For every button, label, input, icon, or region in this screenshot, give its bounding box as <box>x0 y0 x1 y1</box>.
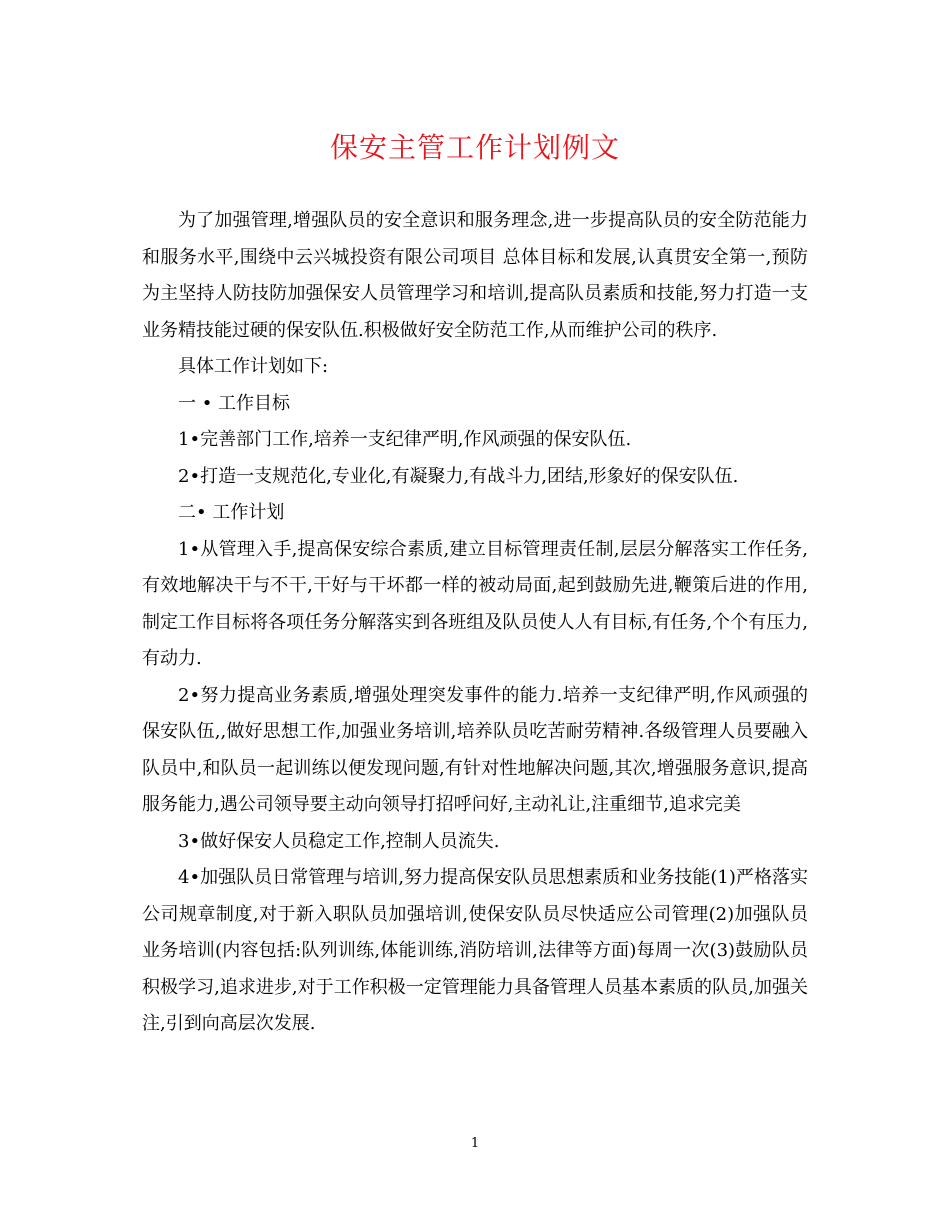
plan-item-1: 1•从管理入手,提高保安综合素质,建立目标管理责任制,层层分解落实工作任务,有效地解决干与不干,干好与干坏都一样的被动局面,起到鼓励先进,鞭策后进的作用,制定工作目标将各项任务分解落实到各班组及队员使人人有目标,有任务,个个有压力,有动力. <box>142 538 808 669</box>
paragraph-intro: 为了加强管理,增强队员的安全意识和服务理念,进一步提高队员的安全防范能力和服务水平,围绕中云兴城投资有限公司项目 总体目标和发展,认真贯安全第一,预防为主坚持人防技防加强保安人员管理学习和培训,提高队员素质和技能,努力打造一支业务精技能过硬的保安队伍.积极做好安全防范工作,从而维护公司的秩序. <box>142 210 808 341</box>
plan-item-3: 3•做好保安人员稳定工作,控制人员流失. <box>178 830 500 852</box>
plan-item-4: 4•加强队员日常管理与培训,努力提高保安队员思想素质和业务技能(1)严格落实公司规章制度,对于新入职队员加强培训,使保安队员尽快适应公司管理(2)加强队员业务培训(内容包括:队列训练,体能训练,消防培训,法律等方面)每周一次(3)鼓励队员积极学习,追求进步,对于工作积极一定管理能力具备管理人员基本素质的队员,加强关注,引到向高层次发展. <box>142 867 808 1034</box>
heading-work-plan: 二• 工作计划 <box>178 502 285 523</box>
paragraph-plan-lead: 具体工作计划如下: <box>178 356 329 377</box>
heading-work-goals: 一 • 工作目标 <box>178 392 291 414</box>
document-body <box>142 203 808 1043</box>
goal-item-2: 2•打造一支规范化,专业化,有凝聚力,有战斗力,团结,形象好的保安队伍. <box>178 465 739 487</box>
plan-item-2: 2•努力提高业务素质,增强处理突发事件的能力.培养一支纪律严明,作风顽强的保安队伍,,做好思想工作,加强业务培训,培养队员吃苦耐劳精神.各级管理人员要融入队员中,和队员一起训练以便发现问题,有针对性地解决问题,其次,增强服务意识,提高服务能力,遇公司领导要主动向领导打招呼问好,主动礼让,注重细节,追求完美 <box>142 684 808 815</box>
document-title: 保安主管工作计划例文 <box>329 131 620 164</box>
page-number: 1 <box>470 1136 480 1151</box>
goal-item-1: 1•完善部门工作,培养一支纪律严明,作风顽强的保安队伍. <box>178 429 632 450</box>
